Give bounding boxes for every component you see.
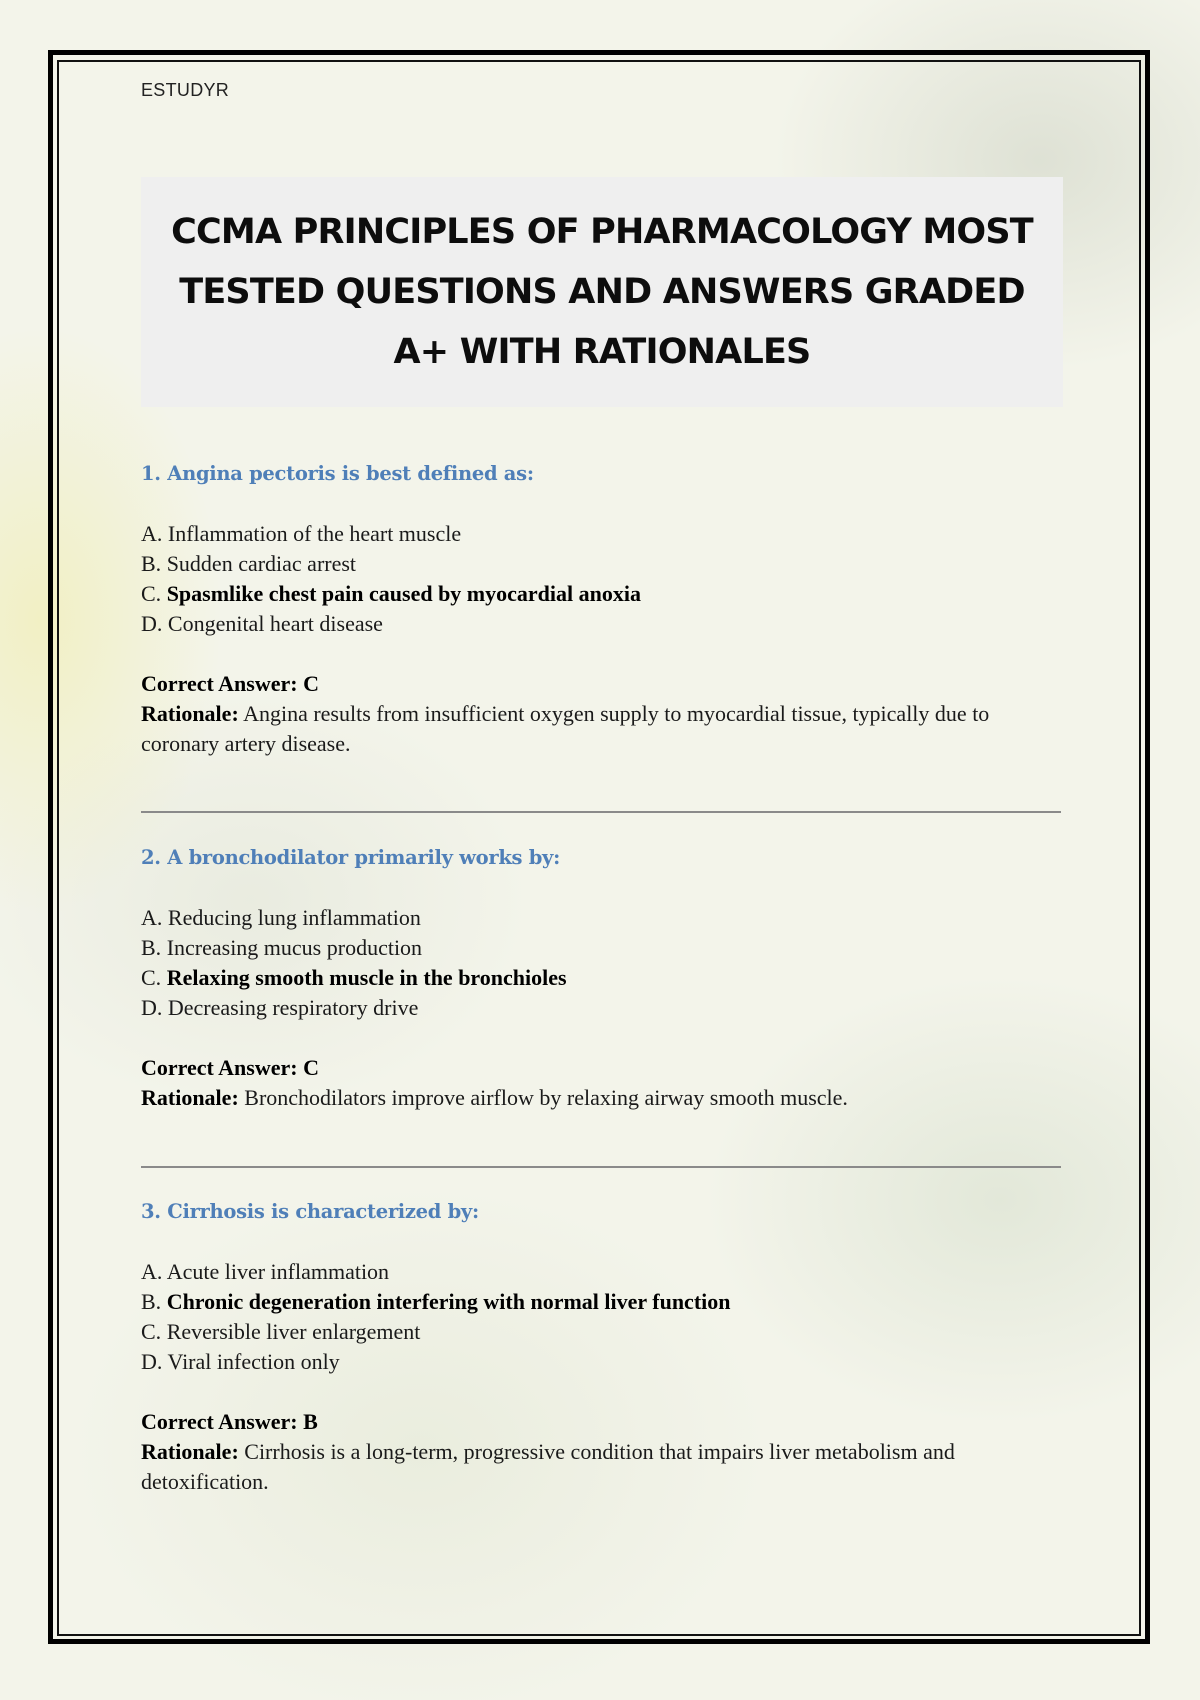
option-b: B. Increasing mucus production (141, 935, 423, 960)
rationale: Rationale: Bronchodilators improve airflow by relaxing airway smooth muscle. (141, 1085, 848, 1110)
correct-answer: Correct Answer: C (141, 1055, 319, 1080)
question-title: 3. Cirrhosis is characterized by: (141, 1200, 479, 1223)
option-b-correct: B. Chronic degeneration interfering with normal liver function (141, 1289, 731, 1314)
rationale: Rationale: Cirrhosis is a long-term, progressive condition that impairs liver metabolism and detoxification. (141, 1439, 955, 1494)
title-banner (141, 177, 1063, 407)
option-c-correct: C. Relaxing smooth muscle in the bronchioles (141, 965, 567, 990)
rationale: Rationale: Angina results from insufficient oxygen supply to myocardial tissue, typically due to coronary artery disease. (141, 701, 990, 756)
option-list (141, 903, 1063, 1023)
option-list (141, 519, 1063, 639)
document-title: CCMA PRINCIPLES OF PHARMACOLOGY MOST TESTED QUESTIONS AND ANSWERS GRADED A+ WITH RATIONALES (171, 212, 1033, 372)
section-divider (141, 811, 1061, 813)
option-list (141, 1257, 1063, 1377)
option-d: D. Decreasing respiratory drive (141, 995, 419, 1020)
option-c-correct: C. Spasmlike chest pain caused by myocardial anoxia (141, 581, 641, 606)
question-title: 1. Angina pectoris is best defined as: (141, 462, 534, 485)
section-divider (141, 1166, 1061, 1168)
option-a: A. Reducing lung inflammation (141, 905, 421, 930)
brand-label: ESTUDYR (141, 80, 230, 100)
option-a: A. Acute liver inflammation (141, 1259, 390, 1284)
question-block-1 (141, 462, 1063, 759)
option-d: D. Congenital heart disease (141, 611, 383, 636)
question-title: 2. A bronchodilator primarily works by: (141, 846, 560, 869)
option-d: D. Viral infection only (141, 1349, 340, 1374)
option-a: A. Inflammation of the heart muscle (141, 521, 462, 546)
option-c: C. Reversible liver enlargement (141, 1319, 421, 1344)
correct-answer: Correct Answer: B (141, 1409, 318, 1434)
question-block-2 (141, 846, 1063, 1113)
correct-answer: Correct Answer: C (141, 671, 319, 696)
option-b: B. Sudden cardiac arrest (141, 551, 357, 576)
question-block-3 (141, 1200, 1063, 1497)
